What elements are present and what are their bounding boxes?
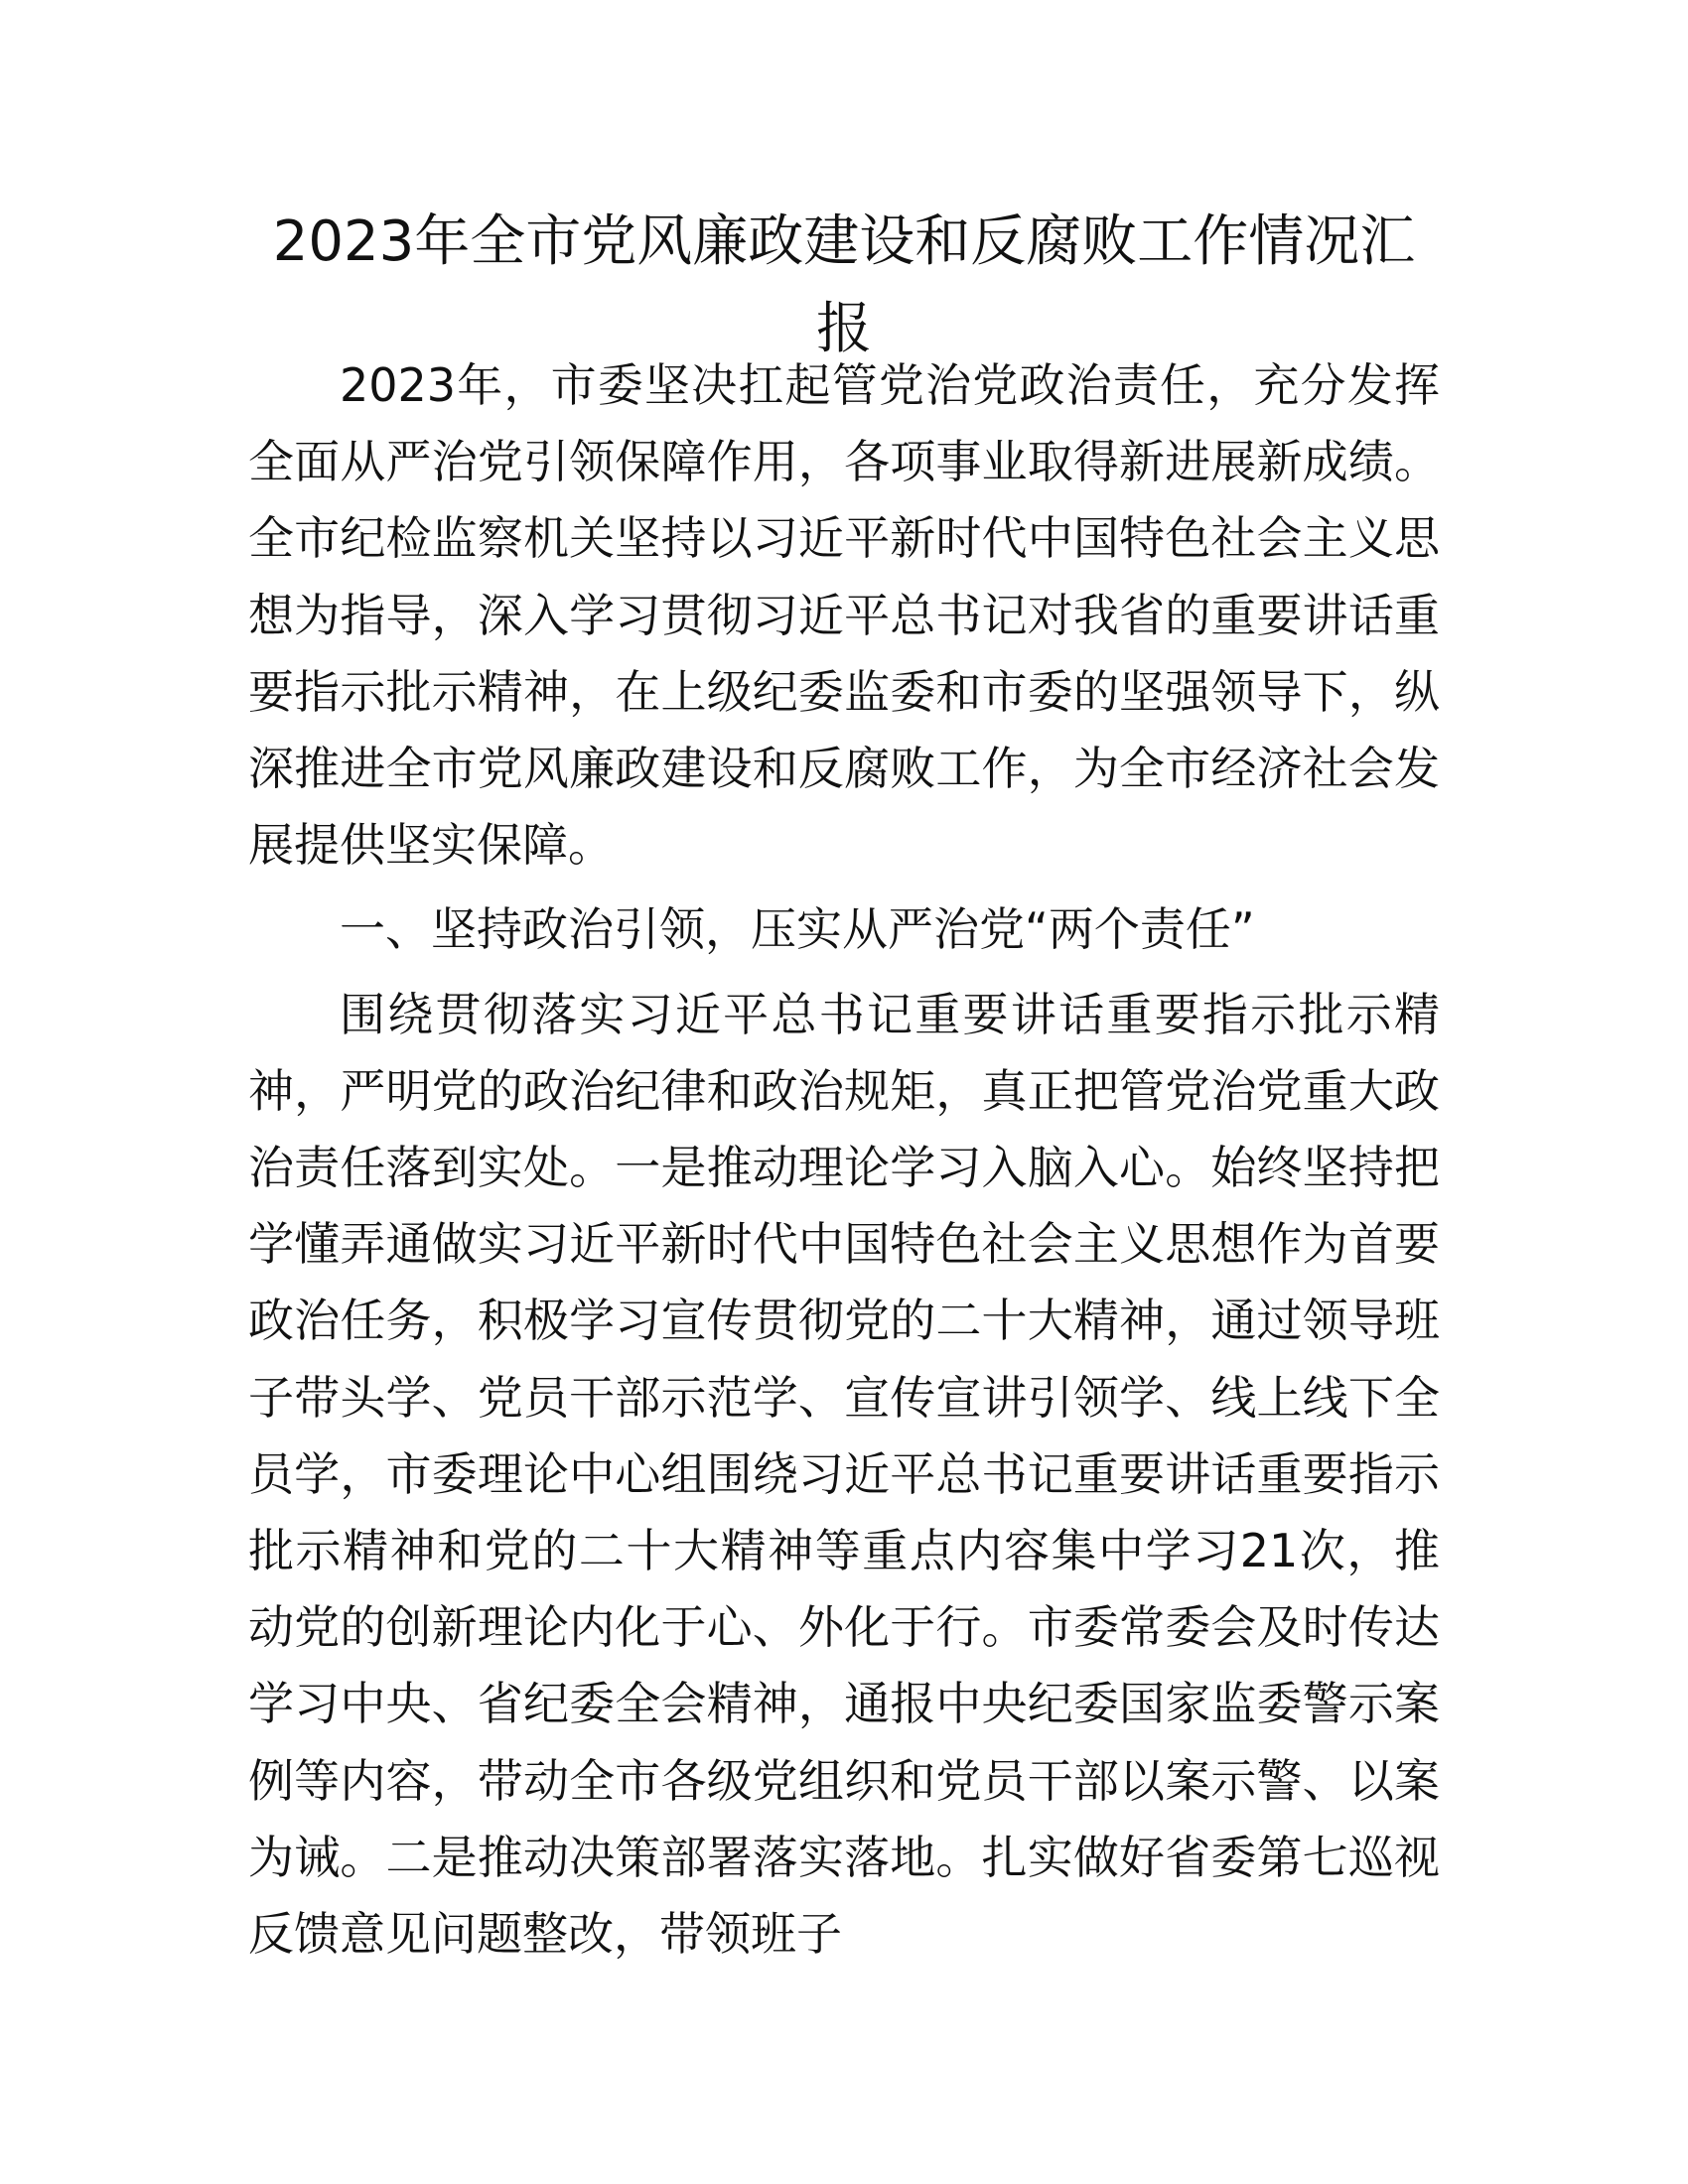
paragraph-section-1: 围绕贯彻落实习近平总书记重要讲话重要指示批示精神，严明党的政治纪律和政治规矩，真正把管党治党重大政治责任落到实处。一是推动理论学习入脑入心。始终坚持把学懂弄通做实习近平新时代中国特色社会主义思想作为首要政治任务，积极学习宣传贯彻党的二十大精神，通过领导班子带头学、党员干部示范学、宣传宣讲引领学、线上线下全员学，市委理论中心组围绕习近平总书记重要讲话重要指示批示精神和党的二十大精神等重点内容集中学习21次，推动党的创新理论内化于心、外化于行。市委常委会及时传达学习中央、省纪委全会精神，通报中央纪委国家监委警示案例等内容，带动全市各级党组织和党员干部以案示警、以案为诫。二是推动决策部署落实落地。扎实做好省委第七巡视反馈意见问题整改，带领班子 bbox=[248, 987, 1440, 1962]
document-body bbox=[248, 347, 1440, 1973]
section-heading-1: 一、坚持政治引领，压实从严治党“两个责任” bbox=[340, 902, 1255, 957]
paragraph-intro: 2023年，市委坚决扛起管党治党政治责任，充分发挥全面从严治党引领保障作用，各项事业取得新进展新成绩。全市纪检监察机关坚持以习近平新时代中国特色社会主义思想为指导，深入学习贯彻习近平总书记对我省的重要讲话重要指示批示精神，在上级纪委监委和市委的坚强领导下，纵深推进全市党风廉政建设和反腐败工作，为全市经济社会发展提供坚实保障。 bbox=[248, 358, 1440, 873]
document-title: 2023年全市党风廉政建设和反腐败工作情况汇 报 bbox=[272, 209, 1416, 361]
